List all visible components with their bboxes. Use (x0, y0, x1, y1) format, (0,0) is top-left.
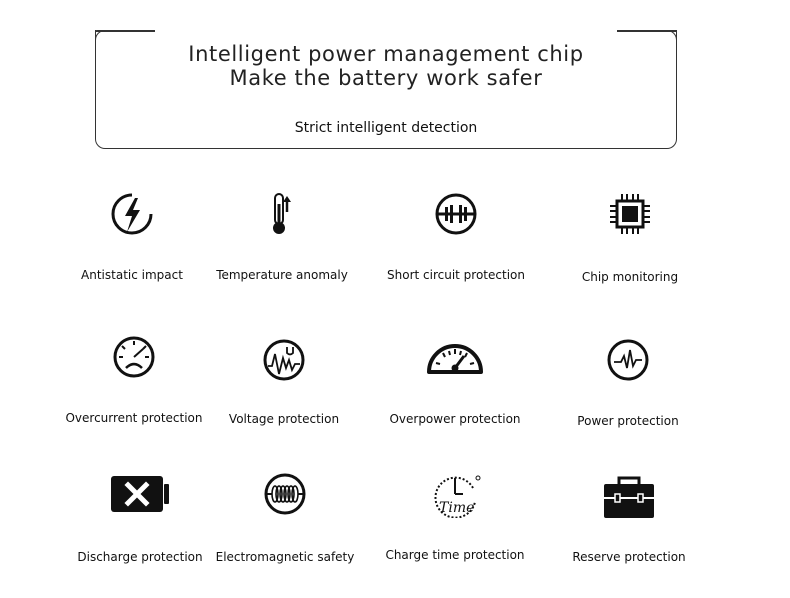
voltage-wave-icon (260, 336, 308, 384)
feature-overcurrent (49, 333, 219, 425)
thermometer-icon (258, 190, 306, 238)
feature-antistatic (47, 190, 217, 282)
chip-icon (606, 190, 654, 238)
header-subtitle: Strict intelligent detection (294, 120, 478, 136)
feature-voltage (199, 336, 369, 426)
header-title-line2: Make the battery work safer (229, 66, 543, 90)
feature-label: Overpower protection (389, 412, 521, 426)
speedometer-icon (425, 332, 485, 380)
feature-label: Power protection (577, 414, 679, 428)
feature-power (543, 336, 713, 428)
feature-charge-time (370, 470, 540, 562)
toolbox-icon (601, 472, 657, 520)
feature-label: Charge time protection (385, 548, 525, 562)
pulse-icon (604, 336, 652, 384)
feature-reserve (544, 472, 714, 564)
feature-label: Overcurrent protection (65, 411, 203, 425)
lightning-shield-icon (108, 190, 156, 238)
short-circuit-icon (432, 190, 480, 238)
feature-label: Short circuit protection (387, 268, 525, 282)
clock-icon-text: Time (439, 500, 475, 516)
feature-short-circuit (371, 190, 541, 282)
header-title-line1: Intelligent power management chip (188, 42, 584, 66)
sad-gauge-icon (110, 333, 158, 381)
battery-x-icon (109, 470, 171, 518)
feature-label: Discharge protection (77, 550, 203, 564)
feature-label: Antistatic impact (81, 268, 183, 282)
feature-label: Electromagnetic safety (215, 550, 355, 564)
feature-temperature (197, 190, 367, 282)
feature-chip (545, 190, 715, 284)
feature-label: Chip monitoring (581, 270, 679, 284)
feature-label: Temperature anomaly (216, 268, 348, 282)
feature-label: Voltage protection (228, 412, 340, 426)
clock-time-icon (427, 470, 483, 518)
feature-overpower (370, 332, 540, 426)
feature-label: Reserve protection (572, 550, 686, 564)
coil-icon (261, 470, 309, 518)
feature-electromagnetic (200, 470, 370, 564)
